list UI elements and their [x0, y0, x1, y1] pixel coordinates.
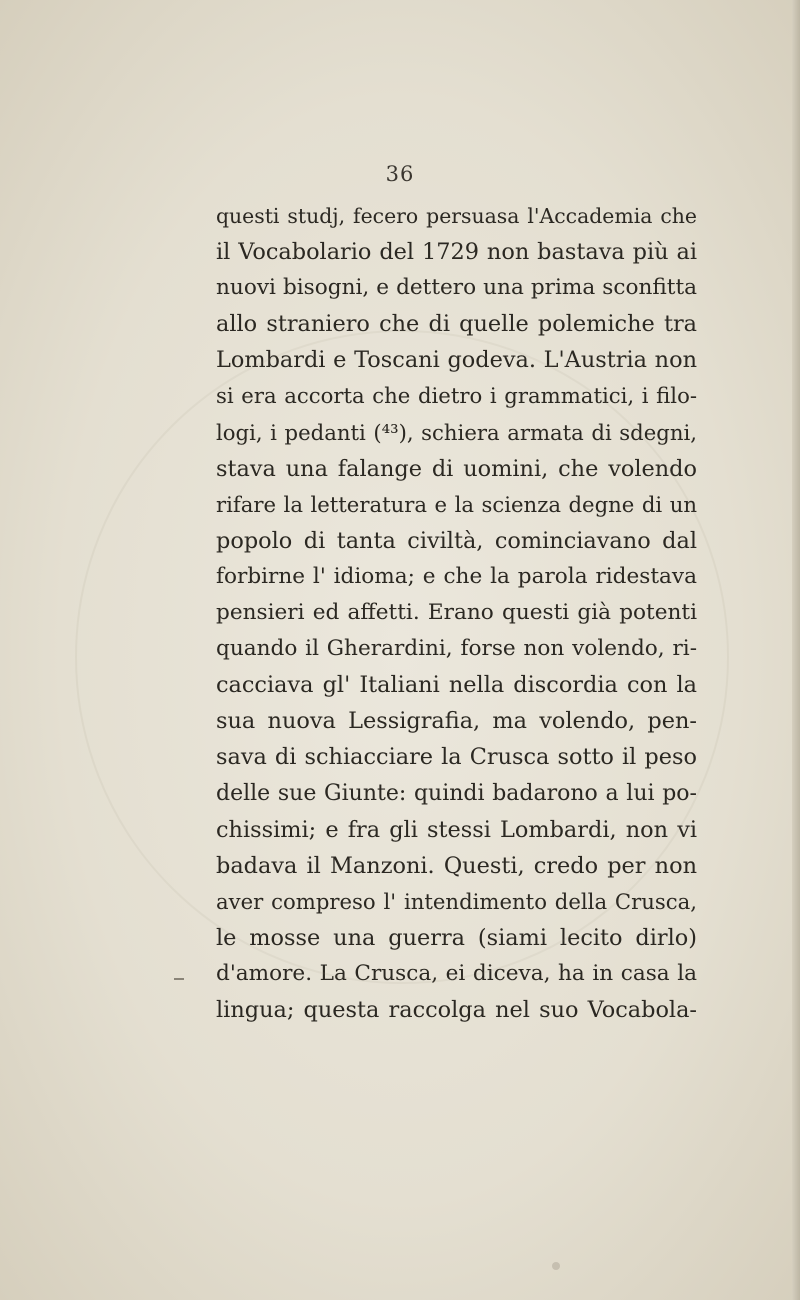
text-line: questi studj, fecero persuasa l'Accademia che [216, 204, 697, 228]
text-line: chissimi; e fra gli stessi Lombardi, non vi [216, 816, 697, 843]
text-line: le mosse una guerra (siami lecito dirlo) [216, 924, 697, 951]
page-number: 36 [385, 162, 415, 186]
text-line: sua nuova Lessigrafia, ma volendo, pen- [216, 708, 697, 735]
paper-spot [552, 1262, 560, 1270]
text-line: forbirne l' idioma; e che la parola ridestava [216, 563, 697, 589]
text-line: popolo di tanta civiltà, cominciavano dal [216, 527, 697, 554]
text-line: pensieri ed affetti. Erano questi già potenti [216, 600, 697, 626]
text-line: stava una falange di uomini, che volendo [216, 455, 697, 482]
text-line: badava il Manzoni. Questi, credo per non [216, 852, 697, 879]
text-line: nuovi bisogni, e dettero una prima sconfitta [216, 275, 697, 301]
text-line: il Vocabolario del 1729 non bastava più ai [216, 239, 697, 266]
text-line: si era accorta che dietro i grammatici, i filo- [216, 383, 697, 409]
text-line: cacciava gl' Italiani nella discordia con la [216, 672, 697, 699]
text-line: delle sue Giunte: quindi badarono a lui po- [216, 780, 697, 806]
text-line: allo straniero che di quelle polemiche tra [216, 311, 697, 338]
text-line: quando il Gherardini, forse non volendo, ri- [216, 636, 697, 662]
page-edge [792, 0, 800, 1300]
text-line: logi, i pedanti (⁴³), schiera armata di sdegni, [216, 419, 697, 445]
text-line: Lombardi e Toscani godeva. L'Austria non [216, 347, 697, 374]
text-line: rifare la letteratura e la scienza degne di un [216, 491, 697, 517]
text-line: lingua; questa raccolga nel suo Vocabola- [216, 997, 697, 1024]
text-line: aver compreso l' intendimento della Crusca, [216, 888, 697, 914]
body-text [216, 198, 697, 1028]
text-line: sava di schiacciare la Crusca sotto il peso [216, 744, 697, 771]
margin-mark [174, 978, 184, 980]
text-line: d'amore. La Crusca, ei diceva, ha in casa la [216, 960, 697, 986]
